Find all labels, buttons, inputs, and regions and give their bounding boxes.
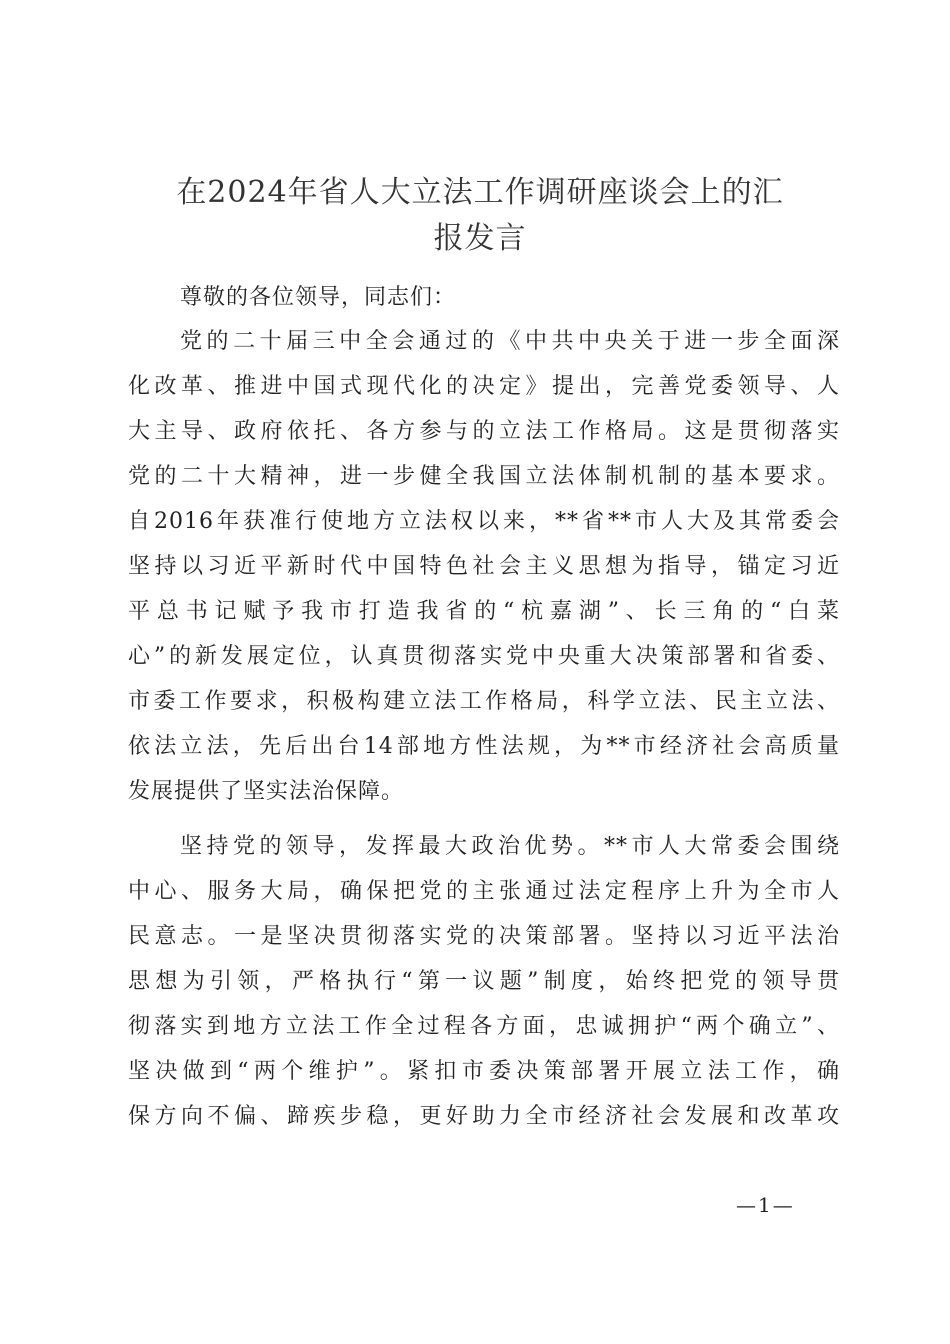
document-title	[128, 170, 832, 262]
body-line: 党的二十届三中全会通过的《中共中央关于进一步全面深	[180, 329, 840, 354]
body-line: 大主导、政府依托、各方参与的立法工作格局。这是贯彻落实	[128, 419, 840, 444]
body-line: 思想为引领，严格执行“第一议题”制度，始终把党的领导贯	[128, 969, 840, 994]
body-line: 平总书记赋予我市打造我省的“杭嘉湖”、长三角的“白菜	[128, 599, 840, 624]
page-number: —1—	[736, 1193, 795, 1217]
salutation: 尊敬的各位领导，同志们：	[180, 285, 457, 310]
body-line: 自2016年获准行使地方立法权以来，**省**市人大及其常委会	[128, 509, 840, 534]
title-line-2: 报发言	[433, 221, 527, 256]
body-line: 民意志。一是坚决贯彻落实党的决策部署。坚持以习近平法治	[128, 924, 840, 949]
body-line: 党的二十大精神，进一步健全我国立法体制机制的基本要求。	[128, 464, 840, 489]
body-line: 保方向不偏、蹄疾步稳，更好助力全市经济社会发展和改革攻	[128, 1104, 840, 1129]
body-line: 心”的新发展定位，认真贯彻落实党中央重大决策部署和省委、	[128, 644, 840, 669]
body-line: 坚持以习近平新时代中国特色社会主义思想为指导，锚定习近	[128, 554, 840, 579]
body-line: 坚持党的领导，发挥最大政治优势。**市人大常委会围绕	[180, 834, 840, 859]
body-line: 彻落实到地方立法工作全过程各方面，忠诚拥护“两个确立”、	[128, 1014, 840, 1039]
body-line: 依法立法，先后出台14部地方性法规，为**市经济社会高质量	[128, 734, 840, 759]
body-line: 化改革、推进中国式现代化的决定》提出，完善党委领导、人	[128, 374, 840, 399]
title-line-1: 在2024年省人大立法工作调研座谈会上的汇	[176, 175, 784, 210]
body-line: 发展提供了坚实法治保障。	[128, 779, 405, 804]
body-line: 坚决做到“两个维护”。紧扣市委决策部署开展立法工作，确	[128, 1059, 840, 1084]
body-line: 市委工作要求，积极构建立法工作格局，科学立法、民主立法、	[128, 689, 840, 714]
body-line: 中心、服务大局，确保把党的主张通过法定程序上升为全市人	[128, 879, 840, 904]
